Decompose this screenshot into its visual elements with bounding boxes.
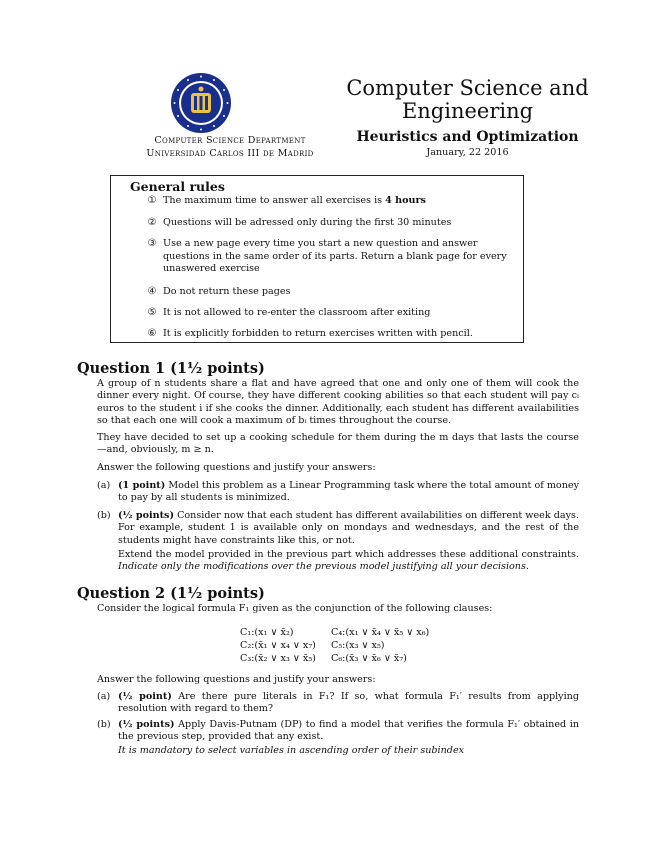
rule-number: ⑤	[147, 307, 157, 318]
rule-number: ②	[147, 217, 157, 228]
rule-number: ④	[147, 286, 157, 297]
rule-text: It is not allowed to re-enter the classroom after exiting	[163, 307, 431, 318]
rule-text: It is explicitly forbidden to return exercises written with pencil.	[163, 328, 473, 339]
clause: C₅:(x₃ ∨ x₅)	[331, 640, 385, 651]
clause: C₃:(x̄₂ ∨ x₃ ∨ x̄₅)	[240, 653, 316, 664]
question-1-statement: A group of n students share a flat and have agreed that one and only one of them will cook the dinner every night. Of course, they have different cooking abilities so that each student will pay cᵢ euros to the student i if she cooks the dinner. Additionally, each student has different availabilities so that each one will cook a maximum of bᵢ times throughout the course.	[97, 378, 579, 426]
university-name: Universidad Carlos III de Madrid	[146, 148, 314, 159]
rule-text: Do not return these pages	[163, 286, 291, 297]
clause: C₄:(x₁ ∨ x̄₄ ∨ x̄₅ ∨ x₆)	[331, 627, 430, 638]
university-logo	[170, 72, 232, 134]
question-1b-extension: Extend the model provided in the previous part which addresses these additional constraints. Indicate only the modifications over the previous model justifying all your decisions.	[118, 549, 579, 573]
question-2-instructions: Answer the following questions and justify your answers:	[97, 674, 376, 685]
question-1-heading: Question 1 (1½ points)	[77, 360, 265, 377]
clause: C₆:(x̄₃ ∨ x̄₆ ∨ x̄₇)	[331, 653, 407, 664]
question-1-instructions: Answer the following questions and justify your answers:	[97, 462, 376, 473]
rule-text: Questions will be adressed only during the first 30 minutes	[163, 217, 452, 228]
exam-date: January, 22 2016	[426, 147, 509, 158]
question-2b-label: (b)	[97, 719, 111, 730]
rule-text: Use a new page every time you start a new question and answer questions in the same order of its parts. Return a blank page for every unaswered exercise	[163, 238, 507, 274]
department-name: Computer Science Department	[154, 135, 306, 146]
clause: C₁:(x₁ ∨ x̄₂)	[240, 627, 294, 638]
question-2b-text: (½ points) Apply Davis-Putnam (DP) to find a model that verifies the formula F₁′ obtained in the previous step, provided that any exist.	[118, 719, 579, 743]
question-1b-label: (b)	[97, 510, 111, 521]
clause: C₂:(x̄₁ ∨ x₄ ∨ x₇)	[240, 640, 316, 651]
subject-title: Heuristics and Optimization	[356, 129, 579, 145]
question-1-schedule: They have decided to set up a cooking schedule for them during the m days that lasts the course —and, obviously, m ≥ n.	[97, 432, 579, 456]
question-2b-note: It is mandatory to select variables in ascending order of their subindex	[118, 745, 465, 756]
question-2-statement: Consider the logical formula F₁ given as the conjunction of the following clauses:	[97, 603, 493, 614]
rule-number: ①	[147, 195, 157, 206]
rule-number: ③	[147, 238, 157, 249]
question-2a-label: (a)	[97, 691, 111, 702]
course-title-line1: Computer Science and	[346, 76, 589, 100]
question-1b-text: (½ points) Consider now that each student has different availabilities on different week days. For example, student 1 is available only on mondays and wednesdays, and the rest of the students might have constraints like this, or not.	[118, 510, 579, 546]
question-2a-text: (½ point) Are there pure literals in F₁? If so, what formula F₁′ results from applying resolution with regard to them?	[118, 691, 579, 715]
question-1a-label: (a)	[97, 480, 111, 491]
question-1a-text: (1 point) Model this problem as a Linear Programming task where the total amount of money to pay by all students is minimized.	[118, 480, 579, 504]
rule-text: The maximum time to answer all exercises is 4 hours	[163, 195, 426, 206]
general-rules-title: General rules	[130, 179, 225, 194]
rule-number: ⑥	[147, 328, 157, 339]
question-2-heading: Question 2 (1½ points)	[77, 585, 265, 602]
course-title-line2: Engineering	[401, 99, 534, 123]
